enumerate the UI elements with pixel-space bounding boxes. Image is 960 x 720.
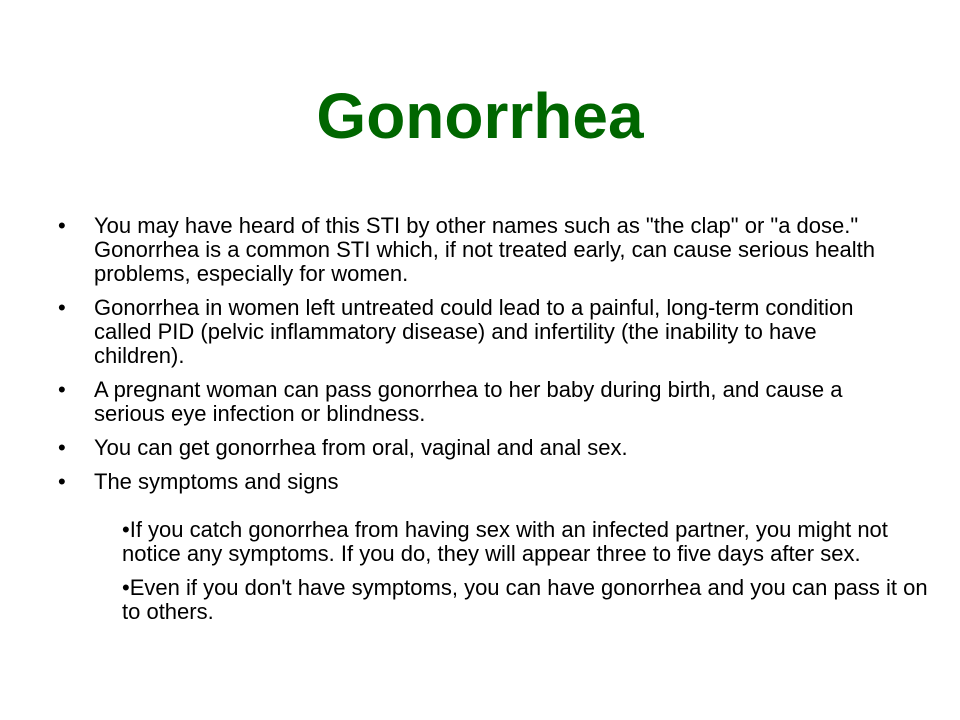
- bullet-item: [58, 436, 898, 460]
- bullet-list: [58, 214, 898, 504]
- bullet-item: [58, 378, 898, 426]
- bullet-marker: •: [58, 377, 66, 402]
- sub-bullet-list: [122, 518, 932, 634]
- bullet-text: You may have heard of this STI by other names such as "the clap" or "a dose." Gonorrhea is a common STI which, if not treated early, can cause serious health problems, especially for women.: [94, 213, 875, 286]
- bullet-text: You can get gonorrhea from oral, vaginal and anal sex.: [94, 435, 628, 460]
- bullet-marker: •: [58, 295, 66, 320]
- bullet-item: [58, 214, 898, 286]
- bullet-text: Gonorrhea in women left untreated could lead to a painful, long-term condition called PID (pelvic inflammatory disease) and infertility (the inability to have children).: [94, 295, 854, 368]
- bullet-item: [58, 470, 898, 494]
- bullet-marker: •: [58, 435, 66, 460]
- slide-title: Gonorrhea: [316, 80, 644, 152]
- bullet-text: A pregnant woman can pass gonorrhea to her baby during birth, and cause a serious eye infection or blindness.: [94, 377, 843, 426]
- bullet-marker: •: [58, 213, 66, 238]
- bullet-text: The symptoms and signs: [94, 469, 339, 494]
- sub-bullet-item: •If you catch gonorrhea from having sex with an infected partner, you might not notice any symptoms. If you do, they will appear three to five days after sex.: [122, 517, 888, 566]
- bullet-marker: •: [58, 469, 66, 494]
- bullet-item: [58, 296, 898, 368]
- sub-bullet-item: •Even if you don't have symptoms, you can have gonorrhea and you can pass it on to others.: [122, 575, 928, 624]
